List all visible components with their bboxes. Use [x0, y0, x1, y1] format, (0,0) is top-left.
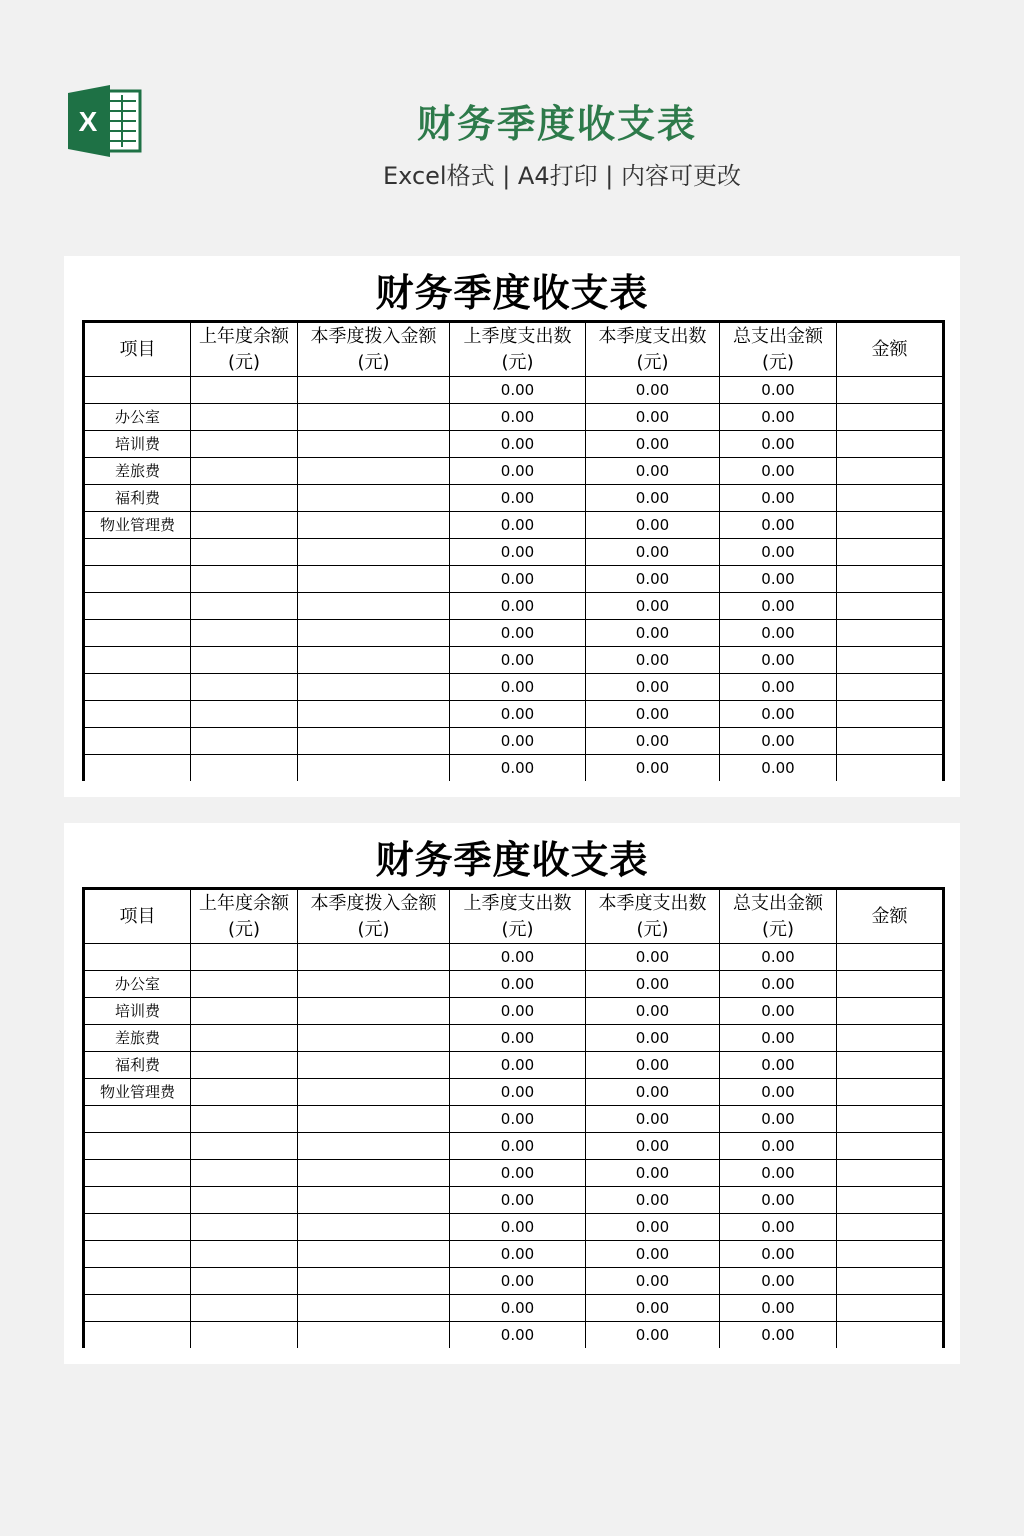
value-cell[interactable]: [298, 998, 450, 1025]
column-header: [191, 889, 298, 944]
finance-table: [82, 320, 945, 781]
value-cell[interactable]: [191, 485, 298, 512]
item-name-cell[interactable]: 福利费: [84, 485, 191, 512]
value-cell[interactable]: 0.00: [586, 620, 720, 647]
item-name-cell[interactable]: [84, 593, 191, 620]
value-cell[interactable]: [837, 701, 944, 728]
item-name-cell[interactable]: 物业管理费: [84, 512, 191, 539]
column-header-line: (元): [357, 351, 390, 373]
value-cell[interactable]: 0.00: [450, 512, 586, 539]
item-name-cell[interactable]: [84, 620, 191, 647]
value-cell[interactable]: [191, 1079, 298, 1106]
item-name-cell[interactable]: [84, 1214, 191, 1241]
table-row: [84, 593, 944, 620]
value-cell[interactable]: 0.00: [720, 431, 837, 458]
value-cell[interactable]: 0.00: [450, 1160, 586, 1187]
value-cell[interactable]: 0.00: [720, 1052, 837, 1079]
value-cell[interactable]: [298, 593, 450, 620]
item-name-cell[interactable]: [84, 566, 191, 593]
column-header: [84, 322, 191, 377]
item-name-cell[interactable]: [84, 377, 191, 404]
value-cell[interactable]: [837, 1268, 944, 1295]
table-row: [84, 674, 944, 701]
value-cell[interactable]: 0.00: [450, 1052, 586, 1079]
table-row: [84, 1160, 944, 1187]
table-row: [84, 1133, 944, 1160]
value-cell[interactable]: [298, 1214, 450, 1241]
value-cell[interactable]: [298, 1295, 450, 1322]
value-cell[interactable]: [298, 377, 450, 404]
value-cell[interactable]: [837, 458, 944, 485]
value-cell[interactable]: 0.00: [586, 539, 720, 566]
value-cell[interactable]: [837, 1106, 944, 1133]
value-cell[interactable]: [298, 485, 450, 512]
value-cell[interactable]: 0.00: [720, 1160, 837, 1187]
value-cell[interactable]: 0.00: [450, 674, 586, 701]
item-name-cell[interactable]: 培训费: [84, 998, 191, 1025]
value-cell[interactable]: [837, 1025, 944, 1052]
table-row: [84, 404, 944, 431]
item-name-cell[interactable]: [84, 1187, 191, 1214]
value-cell[interactable]: 0.00: [720, 755, 837, 782]
value-cell[interactable]: 0.00: [586, 1268, 720, 1295]
value-cell[interactable]: 0.00: [450, 566, 586, 593]
item-name-cell[interactable]: 差旅费: [84, 458, 191, 485]
value-cell[interactable]: [298, 1268, 450, 1295]
column-header-line: (元): [501, 351, 534, 373]
table-row: [84, 1106, 944, 1133]
value-cell[interactable]: 0.00: [586, 566, 720, 593]
column-header: [837, 889, 944, 944]
value-cell[interactable]: [191, 1133, 298, 1160]
table-row: [84, 755, 944, 782]
value-cell[interactable]: [298, 458, 450, 485]
item-name-cell[interactable]: [84, 539, 191, 566]
table-row: [84, 944, 944, 971]
value-cell[interactable]: 0.00: [720, 944, 837, 971]
value-cell[interactable]: [837, 674, 944, 701]
value-cell[interactable]: 0.00: [720, 404, 837, 431]
value-cell[interactable]: [298, 1025, 450, 1052]
value-cell[interactable]: 0.00: [720, 701, 837, 728]
item-name-cell[interactable]: [84, 755, 191, 782]
item-name-cell[interactable]: [84, 701, 191, 728]
value-cell[interactable]: [191, 647, 298, 674]
value-cell[interactable]: [837, 944, 944, 971]
value-cell[interactable]: [298, 566, 450, 593]
value-cell[interactable]: 0.00: [450, 944, 586, 971]
value-cell[interactable]: [837, 512, 944, 539]
item-name-cell[interactable]: 培训费: [84, 431, 191, 458]
column-header: [720, 889, 837, 944]
sheet-title: 财务季度收支表: [375, 838, 649, 882]
header-row: [84, 889, 944, 944]
value-cell[interactable]: [298, 1079, 450, 1106]
value-cell[interactable]: 0.00: [450, 1133, 586, 1160]
value-cell[interactable]: [837, 377, 944, 404]
item-name-cell[interactable]: [84, 728, 191, 755]
item-name-cell[interactable]: [84, 1295, 191, 1322]
value-cell[interactable]: [191, 1295, 298, 1322]
column-header-line: 本季度拨入金额: [310, 892, 437, 914]
column-header: [450, 889, 586, 944]
value-cell[interactable]: 0.00: [720, 458, 837, 485]
column-header-line: (元): [501, 918, 534, 940]
column-header-line: (元): [761, 351, 795, 373]
value-cell[interactable]: [837, 1322, 944, 1349]
value-cell[interactable]: [837, 566, 944, 593]
value-cell[interactable]: [298, 755, 450, 782]
value-cell[interactable]: [298, 728, 450, 755]
value-cell[interactable]: 0.00: [586, 971, 720, 998]
value-cell[interactable]: [298, 431, 450, 458]
table-row: [84, 485, 944, 512]
value-cell[interactable]: 0.00: [586, 1214, 720, 1241]
value-cell[interactable]: 0.00: [450, 404, 586, 431]
item-name-cell[interactable]: 办公室: [84, 404, 191, 431]
column-header: [298, 889, 450, 944]
value-cell[interactable]: [191, 431, 298, 458]
table-row: [84, 998, 944, 1025]
value-cell[interactable]: [837, 539, 944, 566]
value-cell[interactable]: 0.00: [720, 674, 837, 701]
column-header-line: 上季度支出数: [463, 325, 572, 347]
table-row: [84, 1025, 944, 1052]
value-cell[interactable]: [837, 1295, 944, 1322]
item-name-cell[interactable]: [84, 1133, 191, 1160]
value-cell[interactable]: [191, 1187, 298, 1214]
column-header: [450, 322, 586, 377]
value-cell[interactable]: 0.00: [450, 1268, 586, 1295]
value-cell[interactable]: 0.00: [586, 1295, 720, 1322]
value-cell[interactable]: [191, 944, 298, 971]
column-header: [720, 322, 837, 377]
value-cell[interactable]: 0.00: [720, 620, 837, 647]
column-header-line: 上季度支出数: [463, 892, 572, 914]
column-header-line: 金额: [871, 905, 908, 927]
value-cell[interactable]: 0.00: [586, 512, 720, 539]
value-cell[interactable]: [837, 1241, 944, 1268]
value-cell[interactable]: 0.00: [586, 755, 720, 782]
column-header-line: (元): [357, 918, 390, 940]
value-cell[interactable]: 0.00: [720, 1079, 837, 1106]
column-header: [298, 322, 450, 377]
value-cell[interactable]: [298, 674, 450, 701]
column-header-line: 项目: [119, 338, 156, 360]
column-header-line: (元): [636, 918, 669, 940]
value-cell[interactable]: [191, 593, 298, 620]
value-cell[interactable]: 0.00: [450, 998, 586, 1025]
value-cell[interactable]: [191, 1322, 298, 1349]
value-cell[interactable]: 0.00: [720, 1214, 837, 1241]
value-cell[interactable]: 0.00: [450, 1241, 586, 1268]
column-header-line: 本季度支出数: [598, 325, 707, 347]
column-header-line: (元): [227, 918, 261, 940]
excel-logo-letter: X: [78, 106, 98, 137]
column-header-line: (元): [636, 351, 669, 373]
value-cell[interactable]: 0.00: [720, 539, 837, 566]
value-cell[interactable]: [191, 998, 298, 1025]
column-header: [84, 889, 191, 944]
table-row: [84, 1241, 944, 1268]
value-cell[interactable]: 0.00: [720, 647, 837, 674]
value-cell[interactable]: [298, 1322, 450, 1349]
value-cell[interactable]: 0.00: [720, 971, 837, 998]
column-header-line: (元): [227, 351, 261, 373]
value-cell[interactable]: [837, 755, 944, 782]
value-cell[interactable]: [191, 620, 298, 647]
value-cell[interactable]: 0.00: [720, 1106, 837, 1133]
value-cell[interactable]: 0.00: [450, 701, 586, 728]
value-cell[interactable]: 0.00: [586, 674, 720, 701]
value-cell[interactable]: 0.00: [586, 485, 720, 512]
value-cell[interactable]: 0.00: [450, 458, 586, 485]
value-cell[interactable]: [298, 404, 450, 431]
value-cell[interactable]: [191, 1268, 298, 1295]
value-cell[interactable]: 0.00: [586, 1079, 720, 1106]
table-row: [84, 647, 944, 674]
value-cell[interactable]: 0.00: [586, 1133, 720, 1160]
value-cell[interactable]: 0.00: [720, 728, 837, 755]
value-cell[interactable]: 0.00: [450, 1106, 586, 1133]
value-cell[interactable]: 0.00: [450, 1322, 586, 1349]
value-cell[interactable]: [191, 1025, 298, 1052]
value-cell[interactable]: [191, 377, 298, 404]
value-cell[interactable]: [298, 1160, 450, 1187]
value-cell[interactable]: 0.00: [586, 701, 720, 728]
table-row: [84, 971, 944, 998]
column-header-line: 本季度支出数: [598, 892, 707, 914]
value-cell[interactable]: [298, 647, 450, 674]
value-cell[interactable]: 0.00: [720, 1133, 837, 1160]
item-name-cell[interactable]: 福利费: [84, 1052, 191, 1079]
value-cell[interactable]: [298, 1241, 450, 1268]
page-subtitle: Excel格式 | A4打印 | 内容可更改: [383, 162, 741, 190]
finance-table: [82, 887, 945, 1348]
value-cell[interactable]: [298, 1106, 450, 1133]
column-header-line: (元): [761, 918, 795, 940]
table-row: [84, 512, 944, 539]
item-name-cell[interactable]: [84, 1322, 191, 1349]
column-header-line: 总支出金额: [733, 892, 823, 914]
value-cell[interactable]: 0.00: [450, 971, 586, 998]
value-cell[interactable]: 0.00: [450, 728, 586, 755]
value-cell[interactable]: 0.00: [450, 647, 586, 674]
value-cell[interactable]: [298, 1187, 450, 1214]
value-cell[interactable]: [191, 1052, 298, 1079]
table-row: [84, 377, 944, 404]
value-cell[interactable]: [191, 701, 298, 728]
table-row: [84, 1052, 944, 1079]
table-row: [84, 539, 944, 566]
table-row: [84, 728, 944, 755]
value-cell[interactable]: [191, 512, 298, 539]
value-cell[interactable]: 0.00: [450, 431, 586, 458]
value-cell[interactable]: 0.00: [450, 485, 586, 512]
value-cell[interactable]: 0.00: [720, 485, 837, 512]
table-row: [84, 1322, 944, 1349]
column-header-line: 上年度余额: [199, 325, 289, 347]
table-row: [84, 431, 944, 458]
value-cell[interactable]: [298, 1133, 450, 1160]
value-cell[interactable]: 0.00: [720, 377, 837, 404]
value-cell[interactable]: 0.00: [450, 1295, 586, 1322]
table-row: [84, 458, 944, 485]
item-name-cell[interactable]: [84, 1106, 191, 1133]
table-row: [84, 1187, 944, 1214]
value-cell[interactable]: 0.00: [586, 1160, 720, 1187]
value-cell[interactable]: 0.00: [720, 593, 837, 620]
value-cell[interactable]: [837, 1052, 944, 1079]
value-cell[interactable]: 0.00: [586, 431, 720, 458]
sheet-title: 财务季度收支表: [375, 271, 649, 315]
value-cell[interactable]: [298, 1052, 450, 1079]
value-cell[interactable]: 0.00: [450, 620, 586, 647]
value-cell[interactable]: 0.00: [450, 377, 586, 404]
item-name-cell[interactable]: [84, 1160, 191, 1187]
value-cell[interactable]: [298, 701, 450, 728]
value-cell[interactable]: [837, 1160, 944, 1187]
value-cell[interactable]: 0.00: [586, 377, 720, 404]
item-name-cell[interactable]: 办公室: [84, 971, 191, 998]
value-cell[interactable]: 0.00: [720, 1322, 837, 1349]
value-cell[interactable]: [837, 485, 944, 512]
value-cell[interactable]: [837, 593, 944, 620]
value-cell[interactable]: [191, 566, 298, 593]
item-name-cell[interactable]: [84, 1268, 191, 1295]
value-cell[interactable]: [837, 728, 944, 755]
column-header-line: 总支出金额: [733, 325, 823, 347]
page-header: [0, 0, 1024, 230]
item-name-cell[interactable]: 差旅费: [84, 1025, 191, 1052]
column-header-line: 金额: [871, 338, 908, 360]
table-row: [84, 1268, 944, 1295]
table-row: [84, 1295, 944, 1322]
value-cell[interactable]: 0.00: [450, 1025, 586, 1052]
column-header-line: 上年度余额: [199, 892, 289, 914]
value-cell[interactable]: [191, 1241, 298, 1268]
value-cell[interactable]: 0.00: [586, 1106, 720, 1133]
value-cell[interactable]: [837, 971, 944, 998]
value-cell[interactable]: [191, 404, 298, 431]
value-cell[interactable]: 0.00: [586, 1187, 720, 1214]
value-cell[interactable]: 0.00: [720, 1187, 837, 1214]
value-cell[interactable]: [837, 404, 944, 431]
value-cell[interactable]: [837, 1079, 944, 1106]
value-cell[interactable]: 0.00: [720, 1268, 837, 1295]
sheet-preview-1: [64, 256, 960, 797]
value-cell[interactable]: 0.00: [586, 944, 720, 971]
column-header: [191, 322, 298, 377]
value-cell[interactable]: [837, 1187, 944, 1214]
table-row: [84, 620, 944, 647]
sheet-preview-2: [64, 823, 960, 1364]
header-row: [84, 322, 944, 377]
value-cell[interactable]: [298, 512, 450, 539]
value-cell[interactable]: 0.00: [586, 728, 720, 755]
value-cell[interactable]: [298, 944, 450, 971]
value-cell[interactable]: [298, 620, 450, 647]
value-cell[interactable]: [191, 755, 298, 782]
value-cell[interactable]: 0.00: [450, 755, 586, 782]
value-cell[interactable]: 0.00: [586, 1241, 720, 1268]
value-cell[interactable]: [191, 1214, 298, 1241]
value-cell[interactable]: 0.00: [586, 458, 720, 485]
value-cell[interactable]: [837, 1214, 944, 1241]
value-cell[interactable]: [191, 1106, 298, 1133]
value-cell[interactable]: [191, 971, 298, 998]
item-name-cell[interactable]: [84, 674, 191, 701]
value-cell[interactable]: 0.00: [450, 1187, 586, 1214]
value-cell[interactable]: [837, 1133, 944, 1160]
value-cell[interactable]: [191, 728, 298, 755]
value-cell[interactable]: [837, 620, 944, 647]
value-cell[interactable]: 0.00: [450, 1079, 586, 1106]
value-cell[interactable]: 0.00: [586, 404, 720, 431]
value-cell[interactable]: 0.00: [450, 1214, 586, 1241]
column-header: [837, 322, 944, 377]
table-row: [84, 701, 944, 728]
value-cell[interactable]: 0.00: [720, 1295, 837, 1322]
page-title: 财务季度收支表: [416, 102, 697, 146]
column-header: [586, 889, 720, 944]
table-row: [84, 1079, 944, 1106]
value-cell[interactable]: [837, 647, 944, 674]
value-cell[interactable]: 0.00: [586, 647, 720, 674]
value-cell[interactable]: 0.00: [586, 593, 720, 620]
value-cell[interactable]: 0.00: [586, 1052, 720, 1079]
value-cell[interactable]: 0.00: [720, 1241, 837, 1268]
value-cell[interactable]: 0.00: [586, 998, 720, 1025]
column-header-line: 项目: [119, 905, 156, 927]
column-header-line: 本季度拨入金额: [310, 325, 437, 347]
item-name-cell[interactable]: [84, 1241, 191, 1268]
value-cell[interactable]: [837, 998, 944, 1025]
value-cell[interactable]: 0.00: [450, 539, 586, 566]
table-row: [84, 1214, 944, 1241]
value-cell[interactable]: [191, 1160, 298, 1187]
value-cell[interactable]: 0.00: [720, 566, 837, 593]
item-name-cell[interactable]: [84, 944, 191, 971]
table-row: [84, 566, 944, 593]
item-name-cell[interactable]: 物业管理费: [84, 1079, 191, 1106]
value-cell[interactable]: 0.00: [720, 998, 837, 1025]
value-cell[interactable]: [298, 539, 450, 566]
value-cell[interactable]: 0.00: [586, 1322, 720, 1349]
value-cell[interactable]: [298, 971, 450, 998]
value-cell[interactable]: [191, 674, 298, 701]
column-header: [586, 322, 720, 377]
value-cell[interactable]: 0.00: [720, 1025, 837, 1052]
value-cell[interactable]: [191, 458, 298, 485]
value-cell[interactable]: [837, 431, 944, 458]
value-cell[interactable]: 0.00: [586, 1025, 720, 1052]
value-cell[interactable]: 0.00: [720, 512, 837, 539]
item-name-cell[interactable]: [84, 647, 191, 674]
value-cell[interactable]: 0.00: [450, 593, 586, 620]
value-cell[interactable]: [191, 539, 298, 566]
